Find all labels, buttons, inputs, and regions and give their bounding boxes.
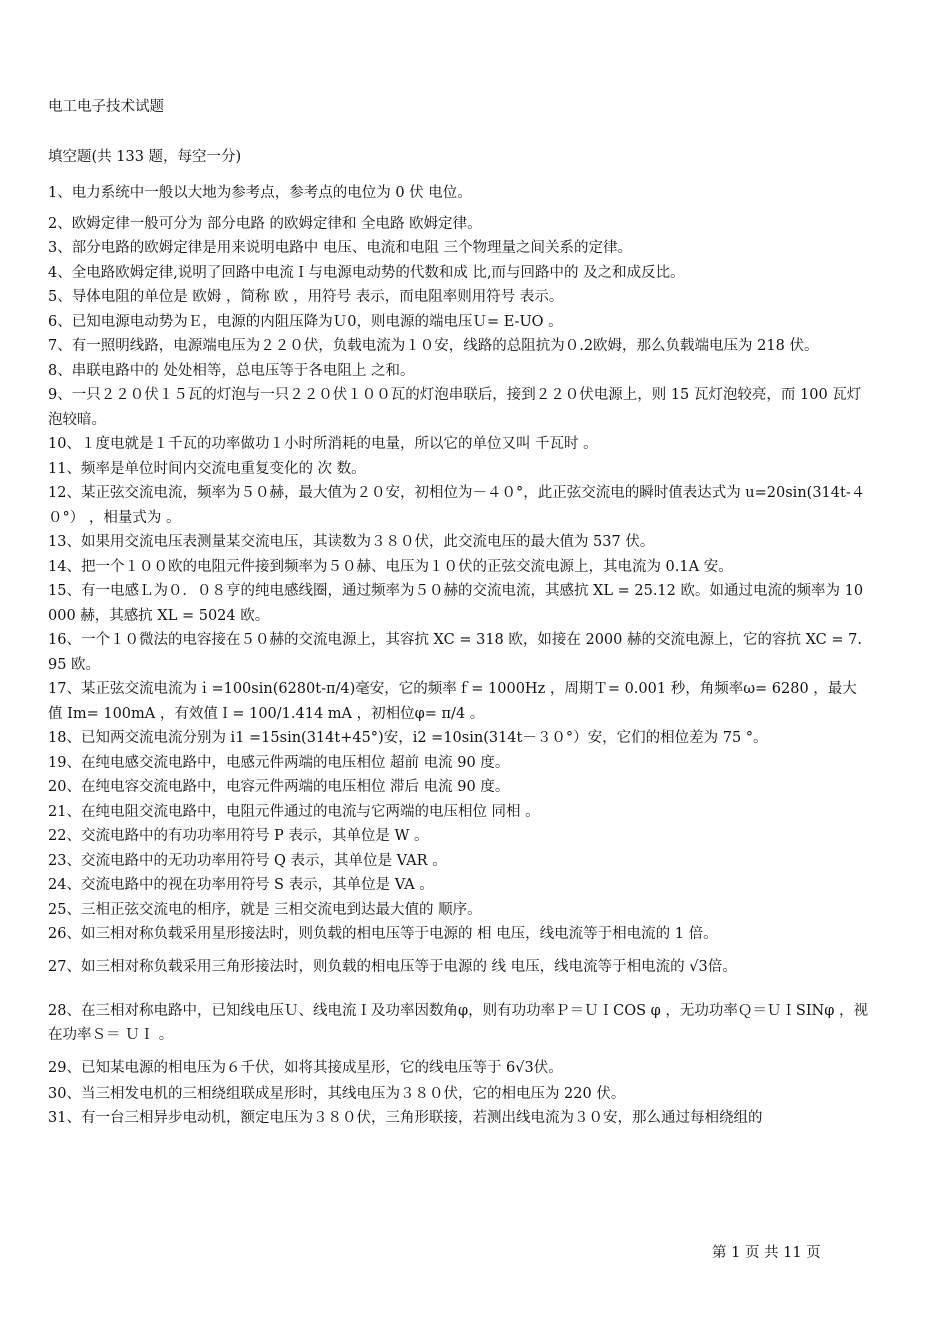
question-item: 5、导体电阻的单位是 欧姆 ，简称 欧 ，用符号 表示，而电阻率则用符号 表示。 <box>48 289 564 305</box>
question-item: 11、频率是单位时间内交流电重复变化的 次 数。 <box>48 460 366 477</box>
question-item: 10、１度电就是１千瓦的功率做功１小时所消耗的电量，所以它的单位又叫 千瓦时 。 <box>48 436 598 452</box>
question-item: 2、欧姆定律一般可分为 部分电路 的欧姆定律和 全电路 欧姆定律。 <box>48 215 482 232</box>
question-item: 31、有一台三相异步电动机，额定电压为３８０伏，三角形联接，若测出线电流为３０安，那么通过每相绕组的 <box>48 1110 763 1126</box>
question-item: 23、交流电路中的无功功率用符号 Q 表示，其单位是 VAR 。 <box>48 852 447 869</box>
question-item: 6、已知电源电动势为Ｅ，电源的内阻压降为Ｕ0，则电源的端电压Ｕ= E-UO 。 <box>48 313 563 330</box>
question-item: 8、串联电路中的 处处相等，总电压等于各电阻上 之和。 <box>48 362 415 379</box>
question-item: 29、已知某电源的相电压为６千伏，如将其接成星形，它的线电压等于 6√3伏。 <box>48 1059 563 1076</box>
question-item: 4、全电路欧姆定律,说明了回路中电流Ｉ与电源电动势的代数和成 比,而与回路中的 及之和成反比。 <box>48 264 685 281</box>
question-item: 21、在纯电阻交流电路中，电阻元件通过的电流与它两端的电压相位 同相 。 <box>48 803 540 820</box>
question-item: 13、如果用交流电压表测量某交流电压，其读数为３８０伏，此交流电压的最大值为 537 伏。 <box>48 534 655 550</box>
section-heading: 填空题(共 133 题，每空一分) <box>48 149 242 165</box>
question-item: 30、当三相发电机的三相绕组联成星形时，其线电压为３８０伏，它的相电压为 220 伏。 <box>48 1085 626 1102</box>
question-item: 9、一只２２０伏１５瓦的灯泡与一只２２０伏１００瓦的灯泡串联后，接到２２０伏电源上，则 15 瓦灯泡较亮，而 100 瓦灯泡较暗。 <box>48 387 862 428</box>
question-item: 22、交流电路中的有功功率用符号 P 表示，其单位是 W 。 <box>48 828 429 844</box>
question-item: 27、如三相对称负载采用三角形接法时，则负载的相电压等于电源的 线 电压，线电流等于相电流的 √3倍。 <box>48 958 737 975</box>
question-item: 24、交流电路中的视在功率用符号 S 表示，其单位是 VA 。 <box>48 877 434 893</box>
question-list <box>48 181 868 1131</box>
question-item: 1、电力系统中一般以大地为参考点，参考点的电位为 0 伏 电位。 <box>48 185 472 201</box>
question-item: 3、部分电路的欧姆定律是用来说明电路中 电压、电流和电阻 三个物理量之间关系的定律。 <box>48 240 632 256</box>
page-footer: 第 1 页 共 11 页 <box>712 1245 821 1261</box>
question-item: 15、有一电感Ｌ为０．０８亨的纯电感线圈，通过频率为５０赫的交流电流，其感抗 XL = 25.12 欧。如通过电流的频率为 10000 赫，其感抗 XL = 5024 欧。 <box>48 583 864 624</box>
question-item: 18、已知两交流电流分别为 i1 =15sin(314t+45°)安，i2 =10sin(314t－３０°）安，它们的相位差为 75 °。 <box>48 730 768 746</box>
question-item: 19、在纯电感交流电路中，电感元件两端的电压相位 超前 电流 90 度。 <box>48 754 510 771</box>
question-item: 14、把一个１００欧的电阻元件接到频率为５０赫、电压为１０伏的正弦交流电源上，其电流为 0.1A 安。 <box>48 558 733 575</box>
question-item: 25、三相正弦交流电的相序，就是 三相交流电到达最大值的 顺序。 <box>48 901 482 918</box>
question-item: 28、在三相对称电路中，已知线电压Ｕ、线电流Ｉ及功率因数角φ，则有功功率Ｐ＝ＵＩCOS φ ，无功功率Ｑ＝ＵＩSINφ ，视在功率Ｓ＝ ＵＩ 。 <box>48 1002 868 1043</box>
question-item: 12、某正弦交流电流，频率为５０赫，最大值为２０安，初相位为－４０°，此正弦交流电的瞬时值表达式为 u=20sin(314t-４０°） ，相量式为 。 <box>48 485 866 526</box>
document-title: 电工电子技术试题 <box>48 99 164 115</box>
question-item: 26、如三相对称负载采用星形接法时，则负载的相电压等于电源的 相 电压，线电流等于相电流的 1 倍。 <box>48 926 718 942</box>
question-item: 16、一个１０微法的电容接在５０赫的交流电源上，其容抗 XC = 318 欧，如接在 2000 赫的交流电源上，它的容抗 XC = 7.95 欧。 <box>48 632 862 673</box>
question-item: 7、有一照明线路，电源端电压为２２０伏，负载电流为１０安，线路的总阻抗为０.2欧姆，那么负载端电压为 218 伏。 <box>48 338 819 354</box>
question-item: 17、某正弦交流电流为ｉ=100sin(6280t-π/4)毫安，它的频率ｆ= 1000Hz ，周期Ｔ= 0.001 秒，角频率ω= 6280 ，最大值 Im= 100mA ，有效值Ｉ= 100/1.414 mA ，初相位φ= π/4 。 <box>48 681 857 722</box>
question-item: 20、在纯电容交流电路中，电容元件两端的电压相位 滞后 电流 90 度。 <box>48 779 510 795</box>
